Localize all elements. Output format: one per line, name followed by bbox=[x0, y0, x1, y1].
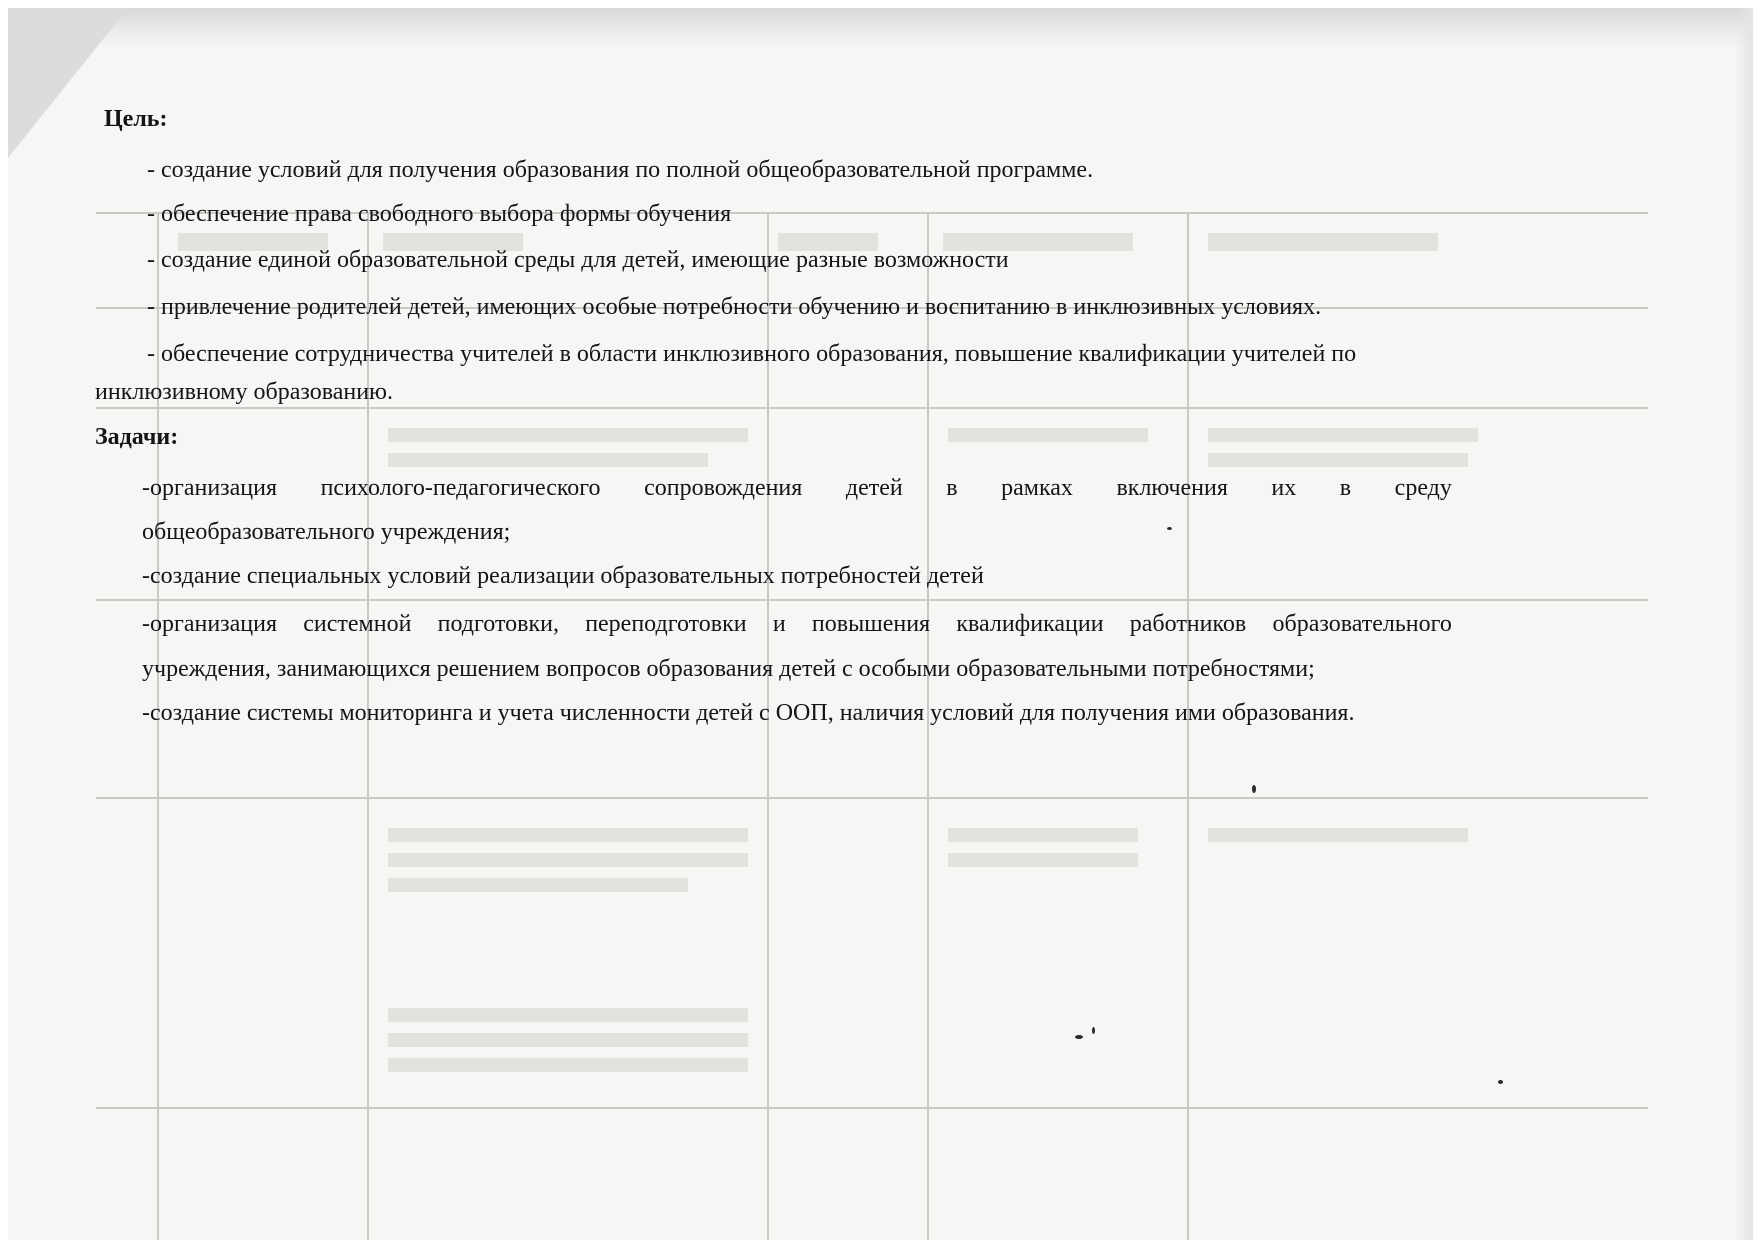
goal-item: - обеспечение права свободного выбора формы обучения bbox=[147, 201, 732, 227]
scan-speck bbox=[1092, 1027, 1095, 1034]
task-item-line bbox=[142, 474, 1452, 502]
task-item-continuation: общеобразовательного учреждения; bbox=[142, 519, 511, 545]
scan-speck bbox=[1075, 1035, 1083, 1039]
goal-heading: Цель: bbox=[104, 106, 168, 132]
word: детей bbox=[845, 475, 903, 501]
word: в bbox=[1339, 475, 1352, 501]
goal-item: - создание условий для получения образования по полной общеобразовательной программе. bbox=[147, 157, 1094, 183]
word: -организация bbox=[142, 611, 278, 637]
word: квалификации bbox=[956, 611, 1104, 637]
word: подготовки, bbox=[437, 611, 559, 637]
tasks-heading: Задачи: bbox=[95, 424, 179, 450]
word: -организация bbox=[142, 475, 278, 501]
goal-item: - создание единой образовательной среды для детей, имеющие разные возможности bbox=[147, 247, 1009, 273]
word: их bbox=[1271, 475, 1297, 501]
task-item: -создание специальных условий реализации образовательных потребностей детей bbox=[142, 563, 984, 589]
goal-item: - привлечение родителей детей, имеющих особые потребности обучению и воспитанию в инклюзивных условиях. bbox=[147, 294, 1322, 320]
scan-speck bbox=[1167, 527, 1172, 530]
word: среду bbox=[1394, 475, 1452, 501]
goal-item-continuation: инклюзивному образованию. bbox=[95, 379, 393, 405]
word: работников bbox=[1129, 611, 1247, 637]
goal-item: - обеспечение сотрудничества учителей в области инклюзивного образования, повышение квалификации учителей по bbox=[147, 341, 1357, 367]
word: и bbox=[772, 611, 786, 637]
word: включения bbox=[1116, 475, 1228, 501]
word: в bbox=[946, 475, 958, 501]
scan-speck bbox=[1498, 1080, 1503, 1084]
word: повышения bbox=[811, 611, 931, 637]
task-item: -создание системы мониторинга и учета численности детей с ООП, наличия условий для получения ими образования. bbox=[142, 700, 1355, 726]
scan-speck bbox=[1252, 785, 1256, 793]
word: переподготовки bbox=[585, 611, 747, 637]
task-item-line bbox=[142, 610, 1452, 638]
word: сопровождения bbox=[644, 475, 803, 501]
word: образовательного bbox=[1272, 611, 1452, 637]
task-item-continuation: учреждения, занимающихся решением вопросов образования детей с особыми образовательными потребностями; bbox=[142, 656, 1315, 682]
word: психолого-педагогического bbox=[320, 475, 601, 501]
word: рамках bbox=[1001, 475, 1073, 501]
word: системной bbox=[303, 611, 412, 637]
